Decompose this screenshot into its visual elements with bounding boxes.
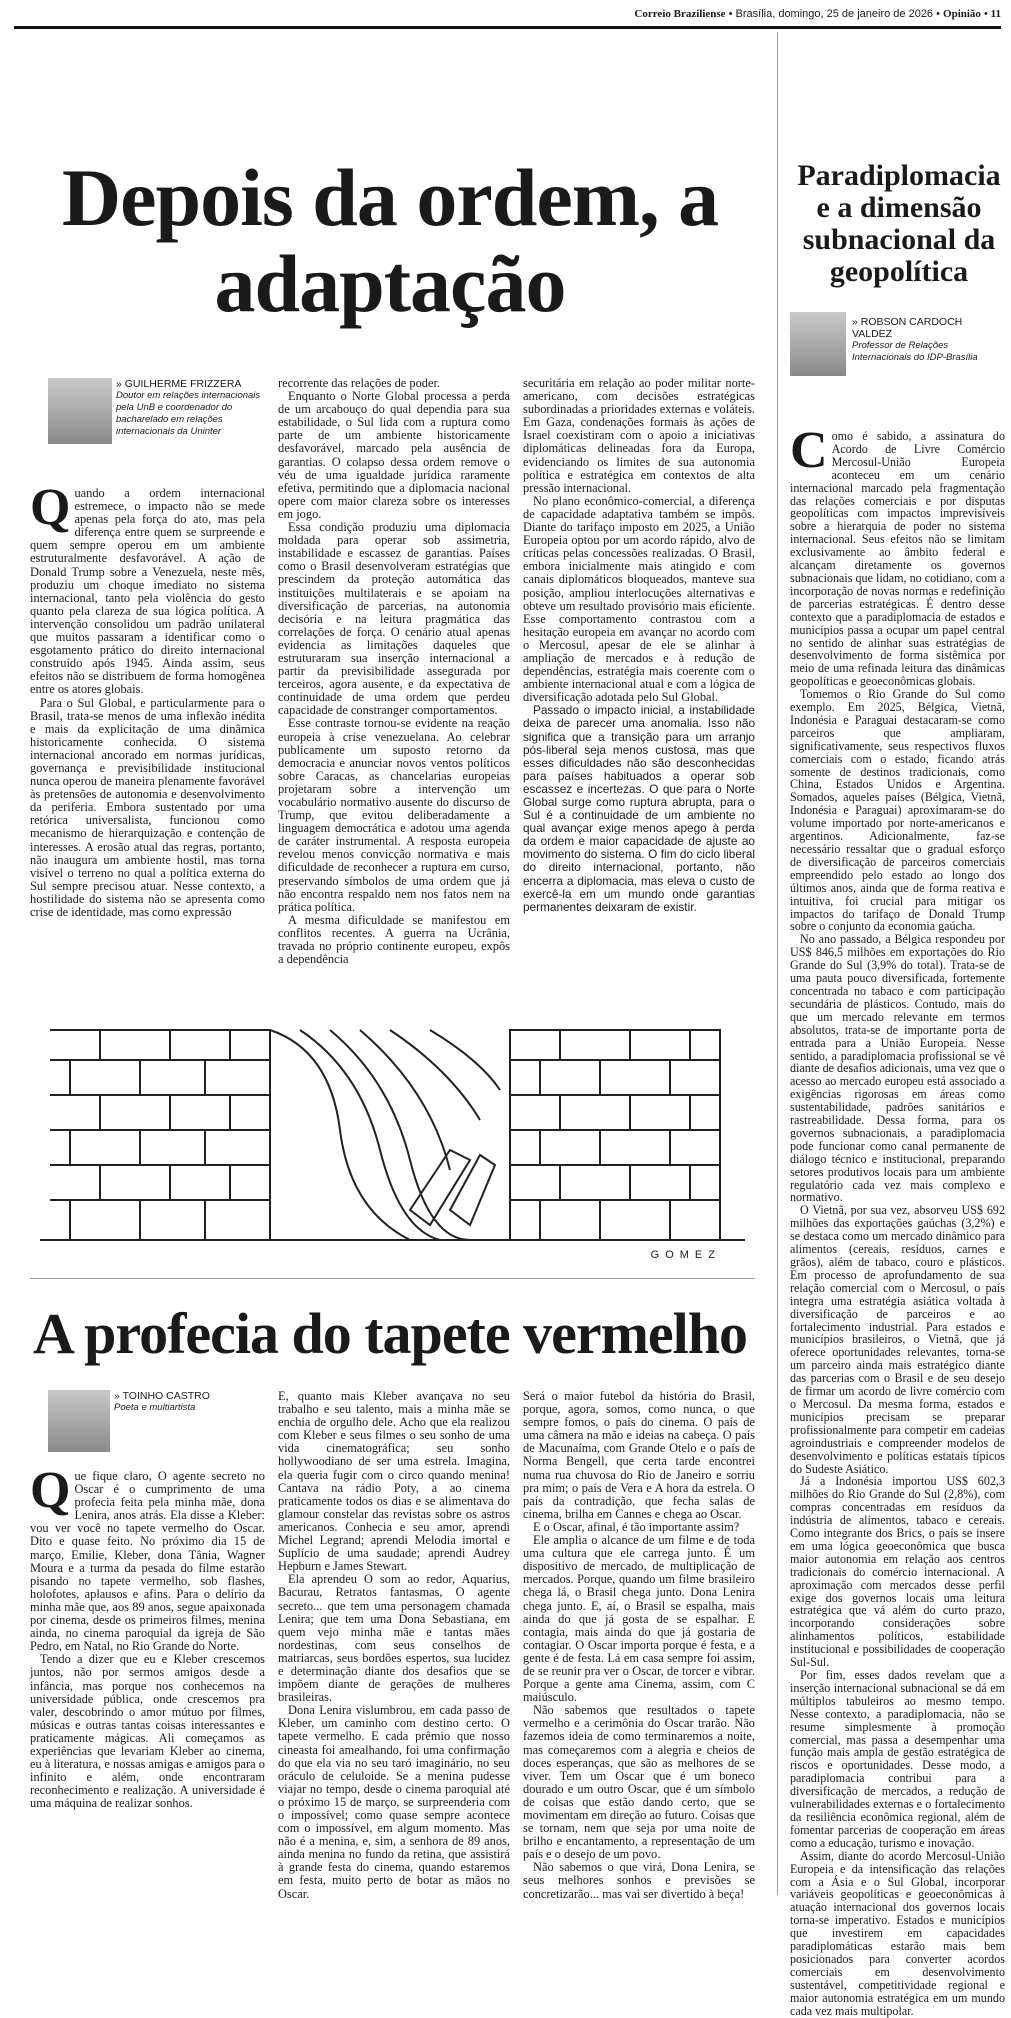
paragraph: O Vietnã, por sua vez, absorveu US$ 692 milhões das exportações gaúchas (3,2%) e se destaca como um mercado dinâmico para alimentos (cereais, resíduos, carnes e grãos), além de tabaco, couro e plásticos. Em processo de aprofundamento de sua relação comercial com o Mercosul, o país integra uma estratégia asiática voltada à diversificação de parceiros e ao fortalecimento industrial. Para estados e municípios brasileiros, o Vietnã, que já oferece oportunidades relevantes, torna-se um parceiro ainda mais estratégico diante das parcerias com o Brasil e de seu desejo de firmar um acordo de livre comércio com o Mercosul. Da mesma forma, estados e municípios precisam se preparar profissionalmente para competir em cadeias agroindustriais e compreender modelos de desenvolvimento e políticas estatais típicos do Sudeste Asiático. [790,1203,1005,1476]
cartoon-drawing [30,1010,755,1265]
paragraph: Esse contraste tornou-se evidente na reação europeia à crise venezuelana. Ao celebrar publicamente um suposto retorno da democracia e anunciar novos ventos políticos sobre Caracas, as chancelarias europeias projetaram sobre a intervenção um vocabulário normativo ausente do discurso de Trump, que evitou deliberadamente a linguagem democrática e adotou uma agenda de caráter instrumental. A resposta europeia revelou menos convicção normativa e mais dificuldade de reconhecer a ruptura em curso, preservando símbolos de uma ordem que já não encontra respaldo nem nos fatos nem na prática política. [278,716,510,914]
sidebar-author-photo [790,312,846,376]
masthead-dateline: • Brasília, domingo, 25 de janeiro de 2026 • [728,8,940,20]
paragraph: Tomemos o Rio Grande do Sul como exemplo. Em 2025, Bélgica, Vietnã, Indonésia e Paraguai destacaram-se como parceiros que ampliaram, significativamente, seus respectivos fluxos comerciais com o estado, ficando atrás somente de destinos tradicionais, como China, Estados Unidos e Argentina. Somados, aqueles países (Bélgica, Vietnã, Indonésia e Paraguai) aproximaram-se do volume importado por norte-americanos e argentinos. Adicionalmente, faz-se necessário ressaltar que o gradual esforço de diversificação de parceiros comerciais empreendido pelo estado ao longo dos últimos anos, ainda que de forma reativa e intuitiva, foi crucial para mitigar os impactos do tarifaço de Donald Trump sobre o conjunto da economia gaúcha. [790,687,1005,934]
top-rule [14,26,1001,29]
article1-col2 [278,376,510,967]
article1-title: Depois da ordem, a adaptação [61,152,719,329]
paragraph: Não sabemos o que virá, Dona Lenira, se seus melhores sonhos e previsões se concretizarão... mas vai ser divertido à beça! [523,1860,755,1901]
paragraph: Já a Indonésia importou US$ 602,3 milhões do Rio Grande do Sul (2,8%), com compras concentradas em resíduos da indústria de alimentos, tabaco e cereais. Como integrante dos Brics, o país se insere em uma lógica geoeconômica que busca maior autonomia em relação aos centros tradicionais do comércio internacional. A aproximação com mercados desse perfil exige dos governos locais uma leitura estratégica que vá além do curto prazo, incorporando considerações sobre alinhamentos políticos, estabilidade institucional e possibilidades de cooperação Sul-Sul. [790,1474,1005,1670]
paragraph: Ele amplia o alcance de um filme e de toda uma cultura que ele carrega junto. É um dispositivo de mercado, de multiplicação de mercados. Porque, quando um filme brasileiro chega lá, o Brasil chega junto. Dona Lenira chega junto. E, aí, o Brasil se espalha, mais ainda do que já gosta de se espalhar. E contagia, mais ainda do que já gostaria de contagiar. O Oscar importa porque é festa, e a gente é de festa. Lá em casa sempre foi assim, de se reunir pra ver o Oscar, de torcer e vibrar. Porque a gente ama Cinema, assim, com C maiúsculo. [523,1533,755,1705]
article2-col2 [278,1389,510,1901]
column-divider [777,32,778,1895]
sidebar-author-name: » ROBSON CARDOCH VALDEZ [852,316,963,340]
paragraph: No ano passado, a Bélgica respondeu por US$ 846,5 milhões em exportações do Rio Grande do Sul (3,9% do total). Trata-se de uma pauta pouco diversificada, fortemente concentrada no tabaco e com participação secundária de plásticos. Contudo, mais do que um mercado relevante em termos absolutos, trata-se de importante porta de entrada para a União Europeia. Nesse sentido, a paradiplomacia profissional se vê diante de desafios adicionais, uma vez que o acesso ao mercado europeu está associado a exigências rigorosas em áreas como sustentabilidade, padrões sanitários e rastreabilidade. Dessa forma, para os governos subnacionais, a paradiplomacia pode funcionar como canal permanente de diálogo técnico e institucional, preparando setores produtivos locais para um ambiente regulatório cada vez mais complexo e normativo. [790,932,1005,1205]
paragraph: recorrente das relações de poder. [278,376,441,390]
article1-author-desc: Doutor em relações internacionais pela UnB e coordenador do bacharelado em relações internacionais da Uninter [116,390,261,437]
section-divider [30,1278,755,1279]
paragraph: A mesma dificuldade se manifestou em conflitos recentes. A guerra na Ucrânia, travada no próprio continente europeu, expôs a dependência [278,912,510,967]
article2-title: A profecia do tapete vermelho [32,1301,748,1366]
paragraph: E, quanto mais Kleber avançava no seu trabalho e seu talento, mais a minha mãe se enchia de orgulho dele. Acho que ela realizou com Kleber e seus filmes o seu sonho de uma vida cinematográfica; seu sonho hollywoodiano de ser uma estrela. Imagina, ela queria fugir com o circo quando menina! Cantava na rádio Poty, a ao cinema praticamente todos os dias e se alimentava do glamour constelar das revistas sobre os astros americanos. Conhecia e seu amor, aprendi Michel Legrand; aprendi Melodia imortal e Suplício de uma saudade; aprendi Audrey Hepburn e James Stewart. [278,1389,510,1574]
paragraph: Tendo a dizer que eu e Kleber crescemos juntos, não por sermos amigos desde a infância, mas porque nos conhecemos na universidade pública, onde crescemos pra valer, descobrindo o amor mútuo por filmes, músicas e outras tantas coisas interessantes e praticamente mágicas. Ali começamos as experiências que levariam Kleber ao cinema, eu à literatura, e nossas amigas e amigos para o infinito e além, onde encontraram reconhecimento e realização. A universidade é uma máquina de realizar sonhos. [30,1652,265,1811]
paragraph: Essa condição produziu uma diplomacia moldada para operar sob assimetria, instabilidade e escassez de garantias. Países como o Brasil desenvolveram estratégias que prescindem da proteção automática das instituições multilaterais e se apoiam na diversificação de parcerias, na autonomia decisória e na leitura pragmática das correlações de força. O cenário atual apenas evidencia as limitações daqueles que estruturaram sua inserção internacional a partir da previsibilidade assegurada por terceiros, agora ausente, e da expectativa de continuidade de uma ordem que perdeu capacidade de constranger comportamentos. [278,520,510,718]
paragraph: Ela aprendeu O som ao redor, Aquarius, Bacurau, Retratos fantasmas, O agente secreto... que tem uma personagem chamada Lenira; que tem uma Dona Sebastiana, em quem vejo minha mãe e tantas mães nordestinas, com seus conselhos de matriarcas, seus bordões espertos, sua lucidez e determinação diante dos desafios que se impõem diante de gerações de mulheres brasileiras. [278,1572,510,1705]
sidebar-body [790,422,1005,2018]
article2-author-desc: Poeta e multiartista [114,1402,196,1413]
masthead-page: • 11 [984,8,1001,20]
paragraph: Para o Sul Global, e particularmente para o Brasil, trata-se menos de uma inflexão inédita e mais da explicitação de uma dinâmica historicamente conhecida. O sistema internacional ancorado em normas jurídicas, governança e previsibilidade institucional nunca operou de maneira plenamente favorável às pretensões de autonomia e desenvolvimento da periferia. Embora sustentado por uma retórica universalista, funcionou como mecanismo de hierarquização e contenção de interesses. A erosão atual das regras, portanto, não inaugura um ambiente hostil, mas torna visível o terreno no qual a política externa do Sul sempre precisou atuar. Nesse contexto, a hostilidade do sistema não se apresenta como crise de identidade, mas como expressão [30,695,265,919]
masthead-section: Opinião [943,8,981,20]
paragraph: Não sabemos que resultados o tapete vermelho e a cerimônia do Oscar trarão. Não fazemos ideia de como terminaremos a noite, mas começaremos com a alegria e cheios de doces esperanças, que são as melhores de se viver. Tem um Oscar que é um boneco dourado e um outro Oscar, que é um símbolo de coisas que estão dando certo, que se movimentam em direção ao futuro. Coisas que se tornam, nem que seja por uma noite de brilho e encantamento, a representação de um país e o desejo de um povo. [523,1703,755,1862]
article2-author-name: » TOINHO CASTRO [114,1390,210,1402]
article1-col1 [30,479,265,960]
article1-author-name: » GUILHERME FRIZZERA [116,378,242,390]
article2-author-photo [48,1390,110,1452]
masthead [625,8,1001,20]
paragraph: Enquanto o Norte Global processa a perda de um arcabouço do qual dependia para sua estabilidade, o Sul lida com a ruptura como parte de um ambiente historicamente desfavorável, marcado pela ausência de garantias. O colapso dessa ordem remove o véu de uma igualdade jurídica raramente efetiva, permitindo que a diplomacia nacional opere com maior clareza sobre os interesses em jogo. [278,389,510,521]
paragraph: Quando a ordem internacional estremece, o impacto não se mede apenas pela força do ato, mas pela diferença entre quem se surpreende e quem sempre operou em um ambiente estruturalmente desfavorável. A ação de Donald Trump sobre a Venezuela, neste mês, produziu um choque imediato no sistema internacional, tanto pela violência do gesto quanto pela clareza de sua lógica política. A intervenção consolidou um padrão unilateral que muitos passaram a identificar como o esgotamento prático do direito internacional construído após 1945. Ainda assim, seus efeitos não se distribuem de forma homogênea entre os atores globais. [30,479,265,697]
paragraph: Dona Lenira vislumbrou, em cada passo de Kleber, um caminho com destino certo. O tapete vermelho. E cada prêmio que nosso cineasta foi amealhando, foi uma confirmação do que ela via no seu taró imaginário, no seu oráculo de celuloide. Se a menina pudesse viajar no tempo, desde o cinema paroquial até o próximo 15 de março, se surpreenderia com o impossível; como quase sempre acontece com o impossível, em algum momento. Mas não é a menina, e, sim, a senhora de 89 anos, ainda menina no fundo da retina, que assistirá à grande festa do cinema, quando estaremos em festa, muito perto de botar as mãos no Oscar. [278,1703,510,1901]
paragraph: Que fique claro, O agente secreto no Oscar é o cumprimento de uma profecia feita pela minha mãe, dona Lenira, anos atrás. Ela disse a Kleber: vou ver você no tapete vermelho do Oscar. Dito e quase feito. No próximo dia 15 de março, Emilie, Kleber, dona Tânia, Wagner Moura e a turma da pesada do filme estarão pisando no tapete vermelho, sob flashes, holofotes, aplausos e afins. Para o delírio da minha mãe que, aos 89 anos, segue apaixonada por cinema, desde os primeiros filmes, menina ainda, no cinema paroquial da igreja de São Pedro, em Natal, no Rio Grande do Norte. [30,1462,265,1654]
article1-byline [116,378,276,438]
paragraph: E o Oscar, afinal, é tão importante assim? [533,1519,740,1534]
paragraph: Será o maior futebol da história do Brasil, porque, agora, somos, como nunca, o que sempre fomos, o país do cinema. O país de uma câmera na mão e ideias na cabeça. O país de Macunaíma, com Grande Otelo e o país de Norma Bengell, que certa tarde encontrei numa rua chuvosa do Rio de Janeiro e sorriu pra mim; o país de Vera e A hora da estrela. O país da contradição, que fecha salas de cinema, brilha em Cannes e chega ao Oscar. [523,1389,755,1521]
sidebar-author-desc: Professor de Relações Internacionais do IDP-Brasília [852,340,978,363]
article1-author-photo [48,378,112,444]
paragraph-highlight: Passado o impacto inicial, a instabilidade deixa de parecer uma anomalia. Isso não significa que a transição para um arranjo pós-liberal seja menos custosa, mas que esses dificuldades não são desconhecidas para países habituados a operar sob escassez e incertezas. O que para o Norte Global surge como ruptura abrupta, para o Sul é a continuidade de um ambiente no qual avançar exige menos apego à perda da ordem e maior capacidade de ajuste ao movimento do sistema. O fim do ciclo liberal do direito internacional, portanto, não encerra a diplomacia, mas eleva o custo de exercê-la em um mundo onde garantias permanentes deixaram de existir. [523,703,755,914]
article1-col3 [523,377,755,960]
paragraph: Assim, diante do acordo Mercosul-União Europeia e da intensificação das relações com a Ásia e o Sul Global, incorporar variáveis geopolíticas e geoeconômicas à atuação internacional dos governos locais torna-se imperativo. Estados e municípios que investirem em capacidades paradiplomáticas estarão mais bem posicionados para converter acordos comerciais em desenvolvimento sustentável, competitividade regional e maior autonomia estratégica em um mundo cada vez mais multipolar. [790,1848,1005,2018]
article2-col1 [30,1462,265,1895]
cartoon-illustration [30,1010,755,1265]
cartoon-signature: GOMEZ [650,1249,721,1261]
article2-byline [114,1390,264,1414]
article2-col3 [523,1389,755,1901]
paragraph: Como é sabido, a assinatura do Acordo de Livre Comércio Mercosul-União Europeia aconteceu em um cenário internacional marcado pela fragmentação das relações comerciais e por disputas geopolíticas com impactos imprevisíveis sobre a hierarquia de poder no sistema internacional. Seus efeitos não se limitam exclusivamente ao âmbito federal e alcançam diretamente os governos subnacionais que lidam, no cotidiano, com a incorporação de novas normas e redefinição de parcerias estratégicas. É dentro desse contexto que a paradiplomacia de estados e municípios passa a ocupar um papel central no sentido de alinhar suas estratégias de desenvolvimento de forma sistêmica por meio de uma refinada leitura das dinâmicas geopolíticas e geoeconômicas globais. [790,422,1005,689]
paragraph: Por fim, esses dados revelam que a inserção internacional subnacional se dá em múltiplos tabuleiros ao mesmo tempo. Nesse contexto, a paradiplomacia, não se resume simplesmente à promoção comercial, mas passa a desempenhar uma função mais ampla de gestão estratégica de riscos e oportunidades. Desse modo, a paradiplomacia contribui para a diversificação de mercados, a redução de vulnerabilidades externas e o fortalecimento da resiliência econômica regional, além de fomentar parcerias de cooperação em áreas como a educação, turismo e inovação. [790,1668,1005,1850]
sidebar-byline [852,316,1002,364]
masthead-paper: Correio Braziliense [634,8,726,20]
paragraph: No plano econômico-comercial, a diferença de capacidade adaptativa também se impôs. Diante do tarifaço imposto em 2025, a União Europeia optou por um acordo rápido, alvo de críticas pelas concessões realizadas. O Brasil, embora inicialmente mais atingido e com canais diplomáticos bloqueados, manteve sua posição, ampliou interlocuções alternativas e obteve um resultado provisório mais eficiente. Esse comportamento contrastou com a hesitação europeia em avançar no acordo com o Mercosul, apesar de ele se alinhar à ampliação de mercados e à redução de dependências, estratégia mais coerente com o ambiente internacional atual e com a lógica de diversificação adotada pelo Sul Global. [523,493,755,705]
paragraph: securitária em relação ao poder militar norte-americano, com decisões estratégicas subordinadas a prioridades externas e voláteis. Em Gaza, condenações formais às ações de Israel coexistiram com o apoio a iniciativas diplomáticas delineadas fora da Europa, evidenciando os limites de sua autonomia política e estratégica em contextos de alta pressão internacional. [523,376,755,495]
sidebar-title: Paradiplomacia e a dimensão subnacional da geopolítica [797,159,1001,288]
